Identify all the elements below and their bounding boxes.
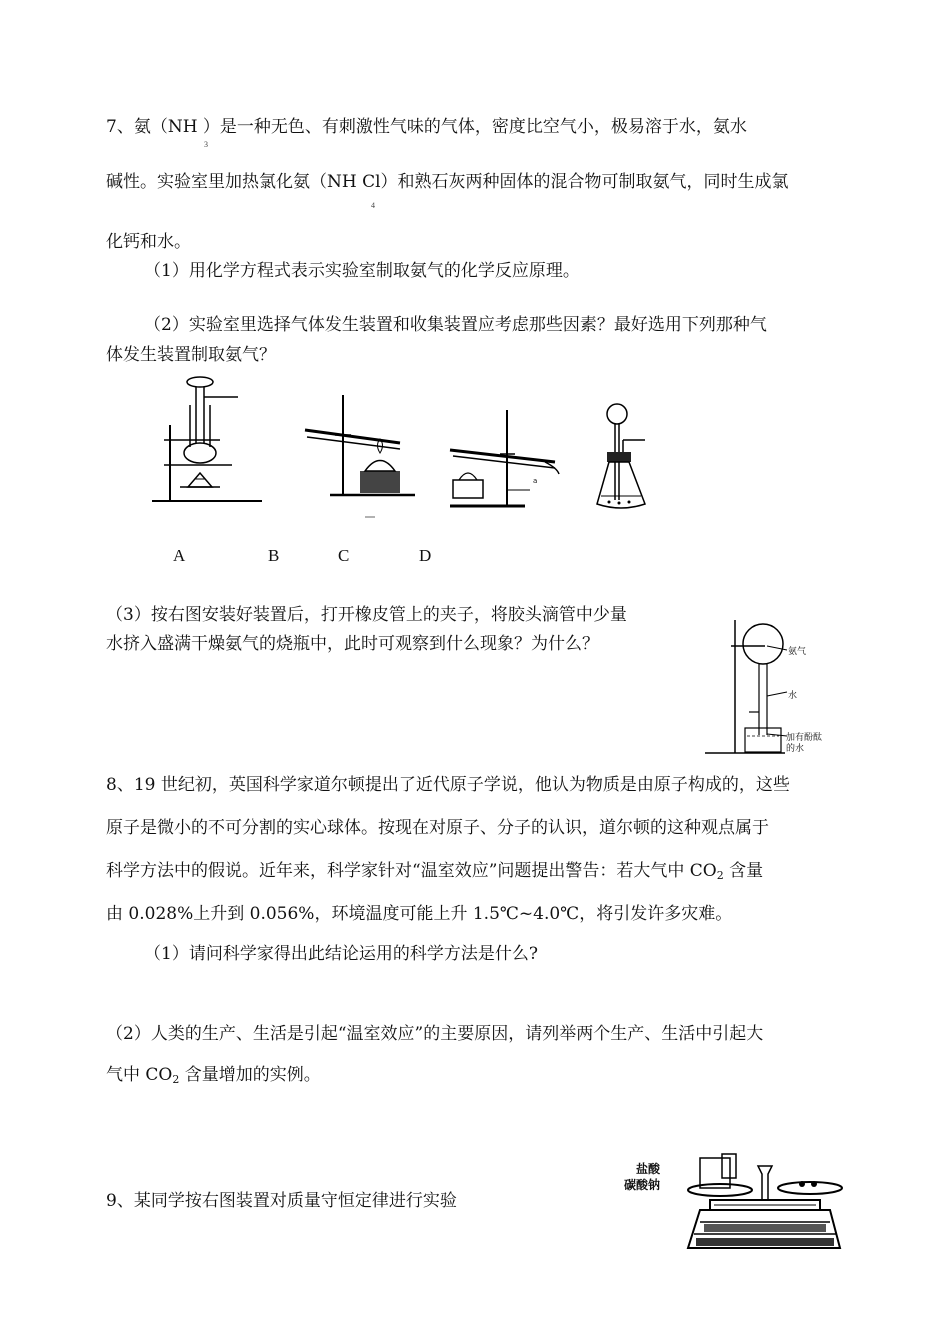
apparatus-label-d: D [419,546,432,565]
q7-part3-line1: （3）按右图安装好装置后，打开橡皮管上的夹子，将胶头滴管中少量 [106,605,627,625]
label-water: 水 [788,691,798,701]
q7-subscript-4: 4 [371,201,375,210]
q7-line1: 7、氨（NH ）是一种无色、有刺激性气味的气体，密度比空气小，极易溶于水，氨水 [106,117,747,137]
q8-part1: （1）请问科学家得出此结论运用的科学方法是什么? [144,944,538,964]
q8-line2: 原子是微小的不可分割的实心球体。按现在对原子、分子的认识，道尔顿的这种观点属于 [106,818,769,838]
apparatus-c-figure [445,410,565,510]
apparatus-d-figure [595,400,655,512]
q9-line1: 9、某同学按右图装置对质量守恒定律进行实验 [106,1191,457,1211]
apparatus-b-figure [305,395,425,520]
q8-part2-line1: （2）人类的生产、生活是引起“温室效应”的主要原因，请列举两个生产、生活中引起大 [106,1024,764,1044]
q8-part2-line2: 气中 $CO_2$ 含量增加的实例。 [106,1065,321,1086]
q7-part2-line1: （2）实验室里选择气体发生装置和收集装置应考虑那些因素？最好选用下列那种气 [144,315,767,335]
apparatus-label-b: B [268,546,280,565]
apparatus-a-figure [150,375,265,505]
q8-line4: 由 0.028%上升到 0.056%，环境温度可能上升 1.5℃~4.0℃，将引发许多灾难。 [106,904,733,924]
q8-line3: 科学方法中的假说。近年来，科学家针对“温室效应”问题提出警告：若大气中 $CO_2$ 含量 [106,861,764,882]
q8-line1: 8、19 世纪初，英国科学家道尔顿提出了近代原子学说，他认为物质是由原子构成的，这些 [106,775,790,795]
label-ammonia: 氨气 [788,647,807,657]
label-phenolphthalein-2: 的水 [786,744,805,754]
apparatus-label-c: C [338,546,350,565]
q7-part1: （1）用化学方程式表示实验室制取氨气的化学反应原理。 [144,261,580,281]
label-phenolphthalein-1: 加有酚酞 [786,733,823,743]
q7-line2: 碱性。实验室里加热氯化氨（NH Cl）和熟石灰两种固体的混合物可制取氨气，同时生成氯 [106,172,789,192]
label-hydrochloric-acid: 盐酸 [636,1162,661,1176]
q7-part2-line2: 体发生装置制取氨气？ [106,345,276,365]
apparatus-label-a: A [173,546,186,565]
q7-part3-line2: 水挤入盛满干燥氨气的烧瓶中，此时可观察到什么现象？为什么？ [106,634,599,654]
apparatus-c-label-a: a [533,477,538,485]
label-sodium-carbonate: 碳酸钠 [624,1178,661,1192]
q7-line3: 化钙和水。 [106,232,191,252]
q7-subscript-3: 3 [204,140,208,149]
balance-figure [680,1152,850,1252]
